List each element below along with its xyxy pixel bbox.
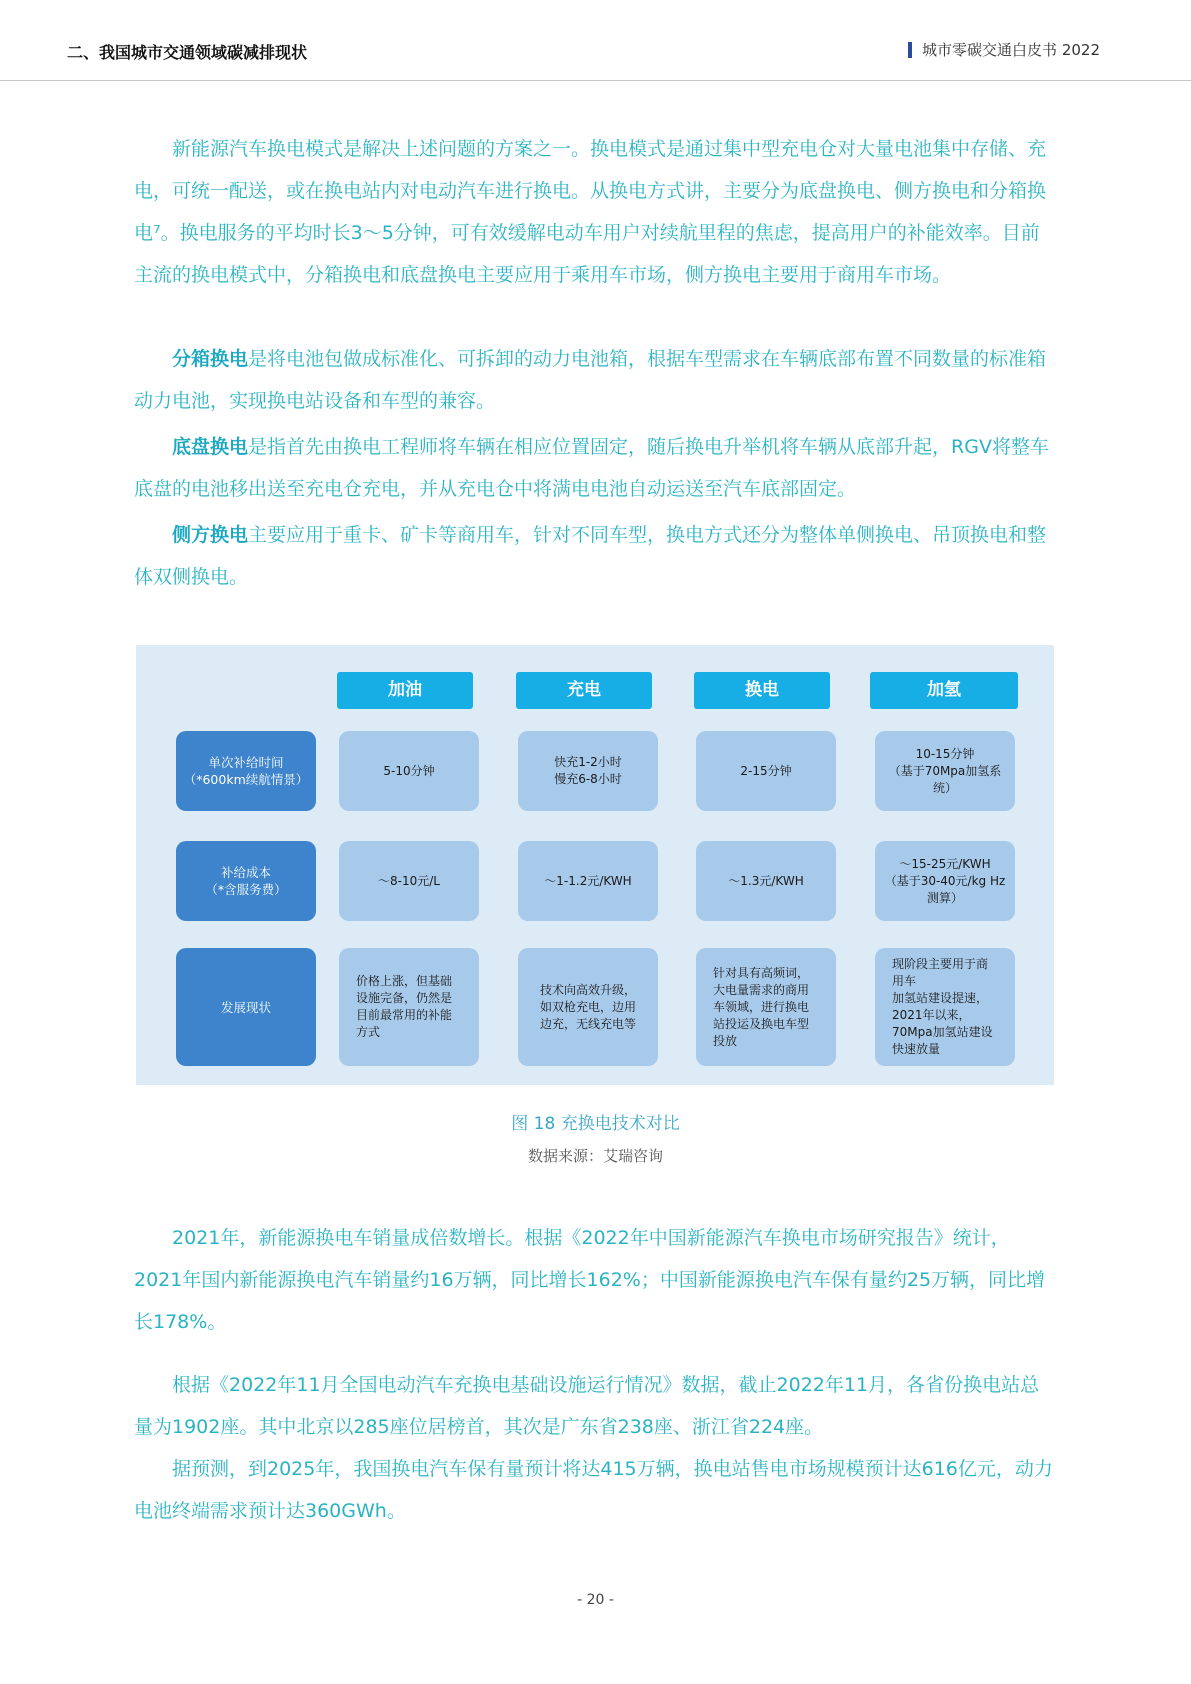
column-header-charge: 充电 bbox=[516, 672, 652, 709]
paragraph-box-swap bbox=[134, 338, 1054, 422]
paragraph-side-swap bbox=[134, 514, 1054, 598]
page-number: - 20 - bbox=[577, 1592, 614, 1608]
term-box-swap: 分箱换电 bbox=[172, 348, 249, 370]
cell-swap-status: 针对具有高频词， 大电量需求的商用 车领域，进行换电 站投运及换电车型 投放 bbox=[696, 948, 836, 1066]
document-title: 城市零碳交通白皮书 2022 bbox=[908, 42, 1100, 58]
paragraph-sales-growth: 2021年，新能源换电车销量成倍数增长。根据《2022年中国新能源汽车换电市场研究报告》统计，2021年国内新能源换电汽车销量约16万辆，同比增长162%；中国新能源换电汽车保有量约25万辆，同比增长178%。 bbox=[134, 1227, 1046, 1333]
paragraph-intro: 新能源汽车换电模式是解决上述问题的方案之一。换电模式是通过集中型充电仓对大量电池集中存储、充电，可统一配送，或在换电站内对电动汽车进行换电。从换电方式讲，主要分为底盘换电、侧方换电和分箱换电⁷。换电服务的平均时长3～5分钟，可有效缓解电动车用户对续航里程的焦虑，提高用户的补能效率。目前主流的换电模式中，分箱换电和底盘换电主要应用于乘用车市场，侧方换电主要用于商用车市场。 bbox=[134, 138, 1047, 286]
row-label-supply-cost: 补给成本 （*含服务费） bbox=[176, 841, 316, 921]
cell-hydrogen-time: 10-15分钟 （基于70Mpa加氢系统） bbox=[875, 731, 1015, 811]
paragraph-side-swap-text: 主要应用于重卡、矿卡等商用车，针对不同车型，换电方式还分为整体单侧换电、吊顶换电和整体双侧换电。 bbox=[134, 524, 1047, 588]
cell-charge-status: 技术向高效升级， 如双枪充电，边用 边充，无线充电等 bbox=[518, 948, 658, 1066]
paragraph-forecast: 据预测，到2025年，我国换电汽车保有量预计将达415万辆，换电站售电市场规模预计达616亿元，动力电池终端需求预计达360GWh。 bbox=[134, 1458, 1053, 1522]
row-label-supply-time: 单次补给时间 （*600km续航情景） bbox=[176, 731, 316, 811]
cell-refuel-cost: ～8-10元/L bbox=[339, 841, 479, 921]
paragraph-box-swap-text: 是将电池包做成标准化、可拆卸的动力电池箱，根据车型需求在车辆底部布置不同数量的标准箱动力电池，实现换电站设备和车型的兼容。 bbox=[134, 348, 1047, 412]
cell-hydrogen-cost: ～15-25元/KWH （基于30-40元/kg Hz 测算） bbox=[875, 841, 1015, 921]
cell-refuel-time: 5-10分钟 bbox=[339, 731, 479, 811]
column-header-hydrogen: 加氢 bbox=[870, 672, 1018, 709]
row-label-status: 发展现状 bbox=[176, 948, 316, 1066]
term-chassis-swap: 底盘换电 bbox=[172, 436, 249, 458]
cell-hydrogen-status: 现阶段主要用于商 用车 加氢站建设提速， 2021年以来， 70Mpa加氢站建设 快速放量 bbox=[875, 948, 1015, 1066]
section-title: 二、我国城市交通领域碳减排现状 bbox=[67, 43, 308, 62]
paragraph-chassis-swap bbox=[134, 426, 1054, 510]
term-side-swap: 侧方换电 bbox=[172, 524, 249, 546]
figure-source: 数据来源：艾瑞咨询 bbox=[527, 1147, 663, 1165]
figure-caption: 图 18 充换电技术对比 bbox=[511, 1114, 680, 1134]
column-header-refuel: 加油 bbox=[337, 672, 473, 709]
cell-swap-cost: ～1.3元/KWH bbox=[696, 841, 836, 921]
paragraph-station-count: 根据《2022年11月全国电动汽车充换电基础设施运行情况》数据，截止2022年11月，各省份换电站总量为1902座。其中北京以285座位居榜首，其次是广东省238座、浙江省224座。 bbox=[134, 1374, 1040, 1438]
cell-charge-time: 快充1-2小时 慢充6-8小时 bbox=[518, 731, 658, 811]
cell-refuel-status: 价格上涨，但基础 设施完备，仍然是 目前最常用的补能 方式 bbox=[339, 948, 479, 1066]
cell-charge-cost: ～1-1.2元/KWH bbox=[518, 841, 658, 921]
paragraph-chassis-swap-text: 是指首先由换电工程师将车辆在相应位置固定，随后换电升举机将车辆从底部升起，RGV将整车底盘的电池移出送至充电仓充电，并从充电仓中将满电电池自动运送至汽车底部固定。 bbox=[134, 436, 1049, 500]
cell-swap-time: 2-15分钟 bbox=[696, 731, 836, 811]
comparison-figure bbox=[136, 645, 1054, 1085]
column-header-swap: 换电 bbox=[694, 672, 830, 709]
header-divider bbox=[0, 80, 1191, 81]
